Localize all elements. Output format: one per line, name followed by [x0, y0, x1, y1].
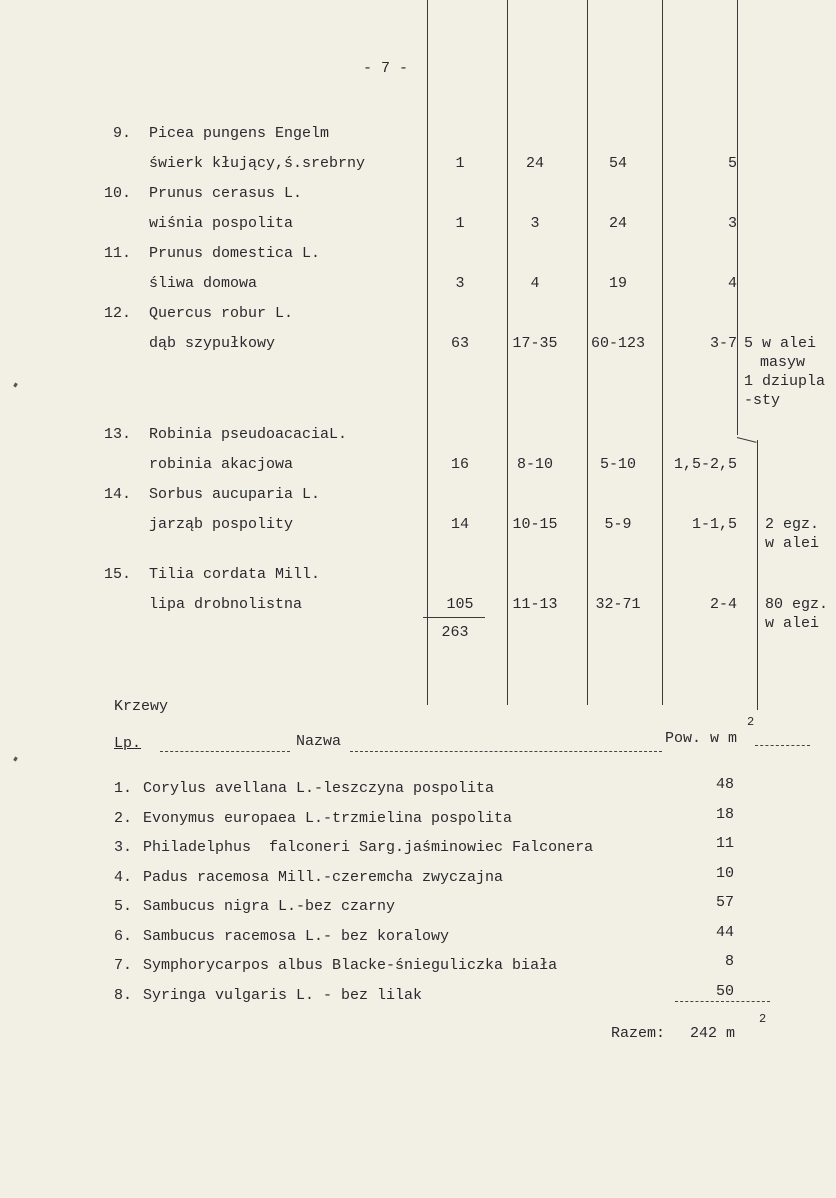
shrub-area: 44: [715, 923, 734, 941]
tree-number: 14.: [104, 486, 132, 503]
shrub-area: 48: [715, 776, 734, 793]
shrub-area: 50: [715, 982, 734, 1000]
tree-latin-name: Tilia cordata Mill.: [149, 566, 321, 583]
shrub-name: Corylus avellana L.-leszczyna pospolita: [143, 780, 495, 797]
tree-value-col3: 54: [608, 155, 627, 172]
column-rule-5a: [737, 0, 738, 435]
shrub-area: 8: [724, 953, 734, 970]
column-rule-4: [662, 0, 663, 705]
tree-value-col4: 3: [727, 215, 737, 232]
header-dashes-2: [350, 751, 662, 753]
shrub-area: 11: [715, 835, 734, 852]
col-lp-header: Lp.: [114, 735, 142, 752]
shrub-area: 18: [715, 805, 734, 823]
shrub-number: 7.: [114, 957, 133, 974]
shrub-number: 6.: [114, 927, 133, 945]
col-area-header: Pow. w m: [665, 730, 738, 747]
shrub-name: Syringa vulgaris L. - bez lilak: [143, 986, 423, 1004]
tree-number: 9.: [113, 125, 132, 142]
margin-mark: [13, 383, 18, 388]
tree-latin-name: Prunus cerasus L.: [149, 185, 303, 202]
shrub-number: 8.: [114, 986, 133, 1004]
tree-value-col4: 1,5-2,5: [673, 456, 737, 473]
tree-latin-name: Prunus domestica L.: [149, 245, 321, 262]
tree-latin-name: Quercus robur L.: [149, 305, 294, 322]
shrub-name: Symphorycarpos albus Blacke-śnieguliczka biała: [143, 957, 558, 974]
tree-value-col4: 2-4: [709, 596, 737, 613]
tree-value-col1: 1: [455, 215, 465, 232]
shrubs-total-sup: 2: [759, 1012, 767, 1026]
tree-value-col1: 14: [450, 516, 469, 533]
tree-value-col1: 105: [446, 596, 474, 613]
tree-number: 13.: [104, 426, 132, 443]
tree-value-col2: 8-10: [516, 456, 553, 473]
tree-polish-name: lipa drobnolistna: [149, 596, 303, 613]
shrubs-sum-line: [675, 1001, 770, 1003]
tree-value-col4: 3-7: [709, 335, 737, 352]
tree-value-col3: 5-10: [599, 456, 636, 473]
tree-value-col1: 16: [450, 456, 469, 473]
shrub-number: 3.: [114, 839, 133, 856]
shrub-name: Philadelphus falconeri Sarg.jaśminowiec Falconera: [143, 839, 594, 856]
tree-value-col1: 3: [455, 275, 465, 292]
shrubs-heading: Krzewy: [114, 698, 169, 715]
tree-value-col4: 4: [727, 275, 737, 292]
shrub-area: 57: [715, 894, 734, 911]
tree-value-col4: 5: [727, 155, 737, 172]
tree-number: 15.: [104, 566, 132, 583]
tree-value-col4: 1-1,5: [691, 516, 737, 533]
tree-value-col3: 32-71: [595, 596, 641, 613]
tree-latin-name: Sorbus aucuparia L.: [149, 486, 321, 503]
tree-value-col3: 19: [608, 275, 627, 292]
shrub-number: 2.: [114, 809, 133, 827]
column-rule-1: [427, 0, 428, 705]
tree-value-col2: 17-35: [512, 335, 558, 352]
tree-note: masyw: [760, 354, 806, 371]
tree-note: 80 egz.: [765, 596, 829, 613]
tree-polish-name: jarząb pospolity: [149, 516, 294, 533]
header-dashes-3: [755, 745, 810, 747]
tree-polish-name: dąb szypułkowy: [149, 335, 276, 352]
shrubs-total-label: Razem:: [611, 1025, 666, 1042]
column-rule-join: [737, 437, 757, 443]
tree-note: 1 dziupla: [744, 373, 826, 390]
tree-value-col2: 3: [530, 215, 540, 232]
margin-mark: [13, 757, 18, 762]
tree-note: -sty: [744, 392, 781, 409]
tree-value-col2: 24: [525, 155, 544, 172]
tree-value-col1: 1: [455, 155, 465, 172]
tree-polish-name: śliwa domowa: [149, 275, 258, 292]
tree-polish-name: wiśnia pospolita: [149, 215, 294, 232]
tree-value-col1: 63: [450, 335, 469, 352]
trees-total: 263: [441, 624, 469, 641]
tree-value-col3: 24: [608, 215, 627, 232]
tree-note: 5 w alei: [744, 335, 817, 352]
tree-value-col3: 60-123: [590, 335, 645, 352]
tree-number: 10.: [104, 185, 132, 202]
col-name-header: Nazwa: [296, 733, 342, 750]
tree-polish-name: świerk kłujący,ś.srebrny: [149, 155, 366, 172]
tree-latin-name: Robinia pseudoacaciaL.: [149, 426, 348, 443]
shrub-name: Sambucus racemosa L.- bez koralowy: [143, 927, 450, 945]
tree-note: w alei: [765, 615, 820, 632]
shrub-name: Padus racemosa Mill.-czeremcha zwyczajna: [143, 868, 504, 886]
shrub-area: 10: [715, 864, 734, 882]
shrubs-total-value: 242 m: [690, 1025, 736, 1042]
tree-value-col3: 5-9: [604, 516, 632, 533]
tree-polish-name: robinia akacjowa: [149, 456, 294, 473]
shrub-number: 1.: [114, 780, 133, 797]
col-area-sup: 2: [747, 715, 755, 729]
tree-value-col2: 10-15: [512, 516, 558, 533]
total-underline: [423, 617, 485, 618]
tree-note: w alei: [765, 535, 820, 552]
tree-number: 12.: [104, 305, 132, 322]
shrub-name: Evonymus europaea L.-trzmielina pospolita: [143, 809, 513, 827]
page-number: - 7 -: [363, 60, 409, 77]
tree-latin-name: Picea pungens Engelm: [149, 125, 330, 142]
tree-number: 11.: [104, 245, 132, 262]
header-dashes-1: [160, 751, 290, 753]
shrub-number: 5.: [114, 898, 133, 915]
column-rule-5b: [757, 440, 758, 710]
tree-value-col2: 11-13: [512, 596, 558, 613]
tree-value-col2: 4: [530, 275, 540, 292]
shrub-name: Sambucus nigra L.-bez czarny: [143, 898, 396, 915]
shrub-number: 4.: [114, 868, 133, 886]
tree-note: 2 egz.: [765, 516, 820, 533]
